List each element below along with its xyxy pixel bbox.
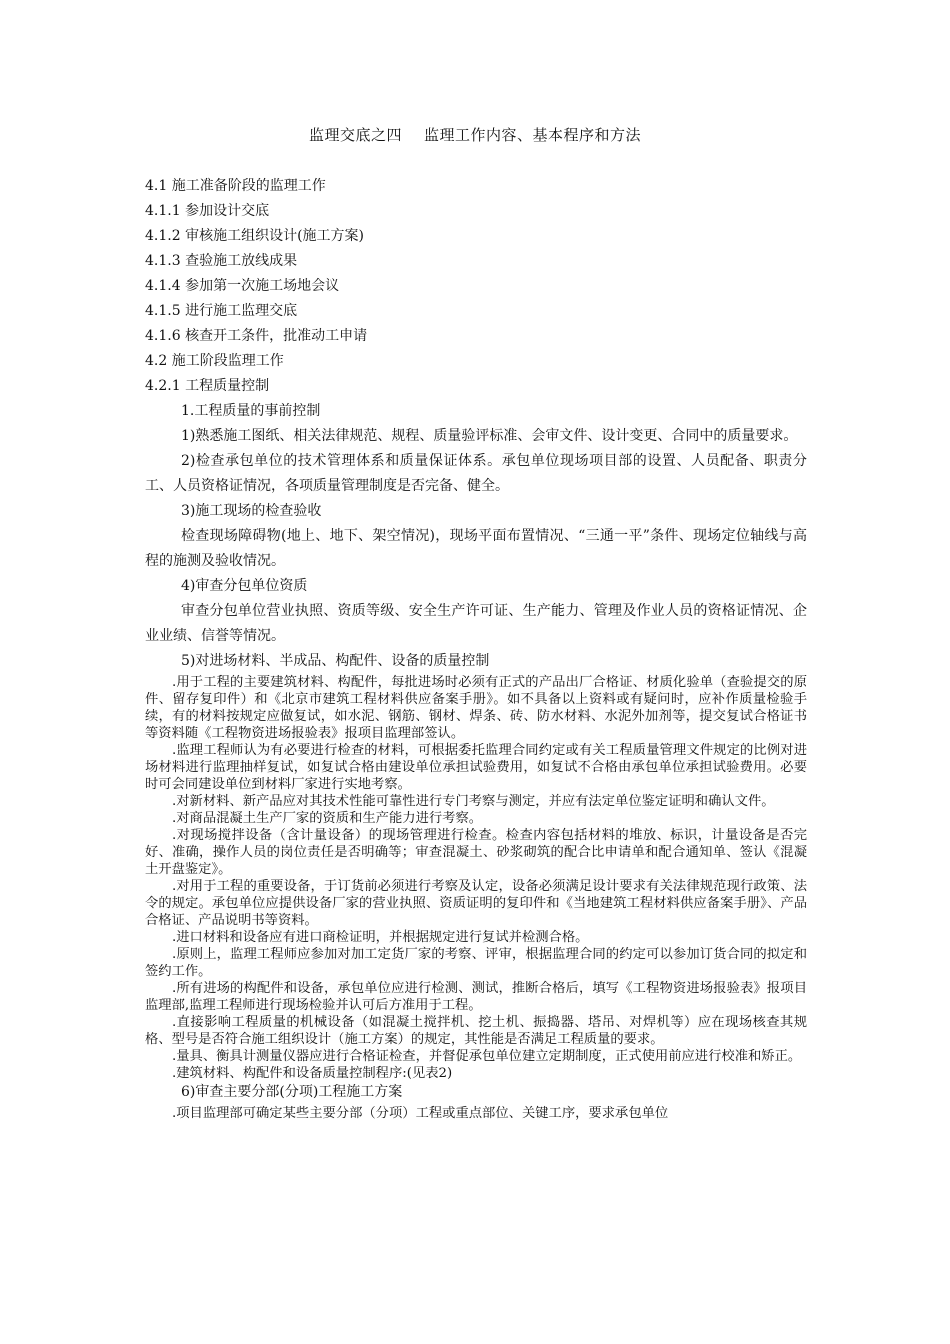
pre-control-item-5-heading: 5)对进场材料、半成品、构配件、设备的质量控制 [181, 653, 490, 669]
heading-4-1: 4.1 施工准备阶段的监理工作 [145, 178, 326, 194]
title-part-1: 监理交底之四 [308, 126, 402, 144]
material-point: .对商品混凝土生产厂家的资质和生产能力进行考察。 [172, 811, 483, 826]
pre-control-item-4-heading: 4)审查分包单位资质 [181, 578, 308, 594]
material-point: .用于工程的主要建筑材料、构配件，每批进场时必须有正式的产品出厂合格证、材质化验单（查验提交的原件、留存复印件）和《北京市建筑工程材料供应备案手册》。如不具备以上资料或有疑问时，应补作质量检验手续，有的材料按规定应做复试，如水泥、钢筋、钢材、焊条、砖、防水材料、水泥外加剂等，提交复试合格证书等资料随《工程物资进场报验表》报项目监理部签认。 [145, 675, 807, 741]
document-body [145, 174, 807, 1126]
title-part-2: 监理工作内容、基本程序和方法 [424, 126, 642, 144]
page-title [0, 124, 950, 145]
material-point: .建筑材料、构配件和设备质量控制程序:(见表2) [172, 1066, 453, 1081]
pre-control-item-3-body: 检查现场障碍物(地上、地下、架空情况)，现场平面布置情况、“三通一平”条件、现场定位轴线与高程的施测及验收情况。 [145, 528, 807, 569]
material-point: .对现场搅拌设备（含计量设备）的现场管理进行检查。检查内容包括材料的堆放、标识，计量设备是否完好、准确，操作人员的岗位责任是否明确等；审查混凝土、砂浆砌筑的配合比申请单和配合通知单、签认《混凝土开盘鉴定》。 [145, 828, 807, 877]
material-point: .直接影响工程质量的机械设备（如混凝土搅拌机、挖土机、振捣器、塔吊、对焊机等）应在现场核查其规格、型号是否符合施工组织设计（施工方案）的规定，其性能是否满足工程质量的要求。 [145, 1015, 807, 1047]
pre-control-item-2: 2)检查承包单位的技术管理体系和质量保证体系。承包单位现场项目部的设置、人员配备、职责分工、人员资格证情况，各项质量管理制度是否完备、健全。 [145, 453, 807, 494]
pre-control-heading: 1.工程质量的事前控制 [181, 403, 321, 419]
heading-4-1-1: 4.1.1 参加设计交底 [145, 203, 270, 219]
heading-4-1-5: 4.1.5 进行施工监理交底 [145, 303, 298, 319]
heading-4-2: 4.2 施工阶段监理工作 [145, 353, 284, 369]
heading-4-1-6: 4.1.6 核查开工条件，批准动工申请 [145, 328, 368, 344]
material-point: .对用于工程的重要设备，于订货前必须进行考察及认定，设备必须满足设计要求有关法律规范现行政策、法令的规定。承包单位应提供设备厂家的营业执照、资质证明的复印件和《当地建筑工程材料供应备案手册》、产品合格证、产品说明书等资料。 [145, 879, 807, 928]
material-point: .原则上，监理工程师应参加对加工定货厂家的考察、评审，根据监理合同的约定可以参加订货合同的拟定和签约工作。 [145, 947, 807, 979]
item-6-heading: 6)审查主要分部(分项)工程施工方案 [181, 1084, 403, 1100]
material-point: .量具、衡具计测量仪器应进行合格证检查，并督促承包单位建立定期制度，正式使用前应进行校准和矫正。 [172, 1049, 802, 1064]
heading-4-2-1: 4.2.1 工程质量控制 [145, 378, 270, 394]
material-point: .监理工程师认为有必要进行检查的材料，可根据委托监理合同约定或有关工程质量管理文件规定的比例对进场材料进行监理抽样复试，如复试合格由建设单位承担试验费用，如复试不合格由承包单位承担试验费用。必要时可会同建设单位到材料厂家进行实地考察。 [145, 743, 807, 792]
pre-control-item-4-body: 审查分包单位营业执照、资质等级、安全生产许可证、生产能力、管理及作业人员的资格证情况、企业业绩、信誉等情况。 [145, 603, 807, 644]
pre-control-item-1: 1)熟悉施工图纸、相关法律规范、规程、质量验评标准、会审文件、设计变更、合同中的质量要求。 [181, 428, 798, 444]
pre-control-item-3-heading: 3)施工现场的检查验收 [181, 503, 322, 519]
heading-4-1-4: 4.1.4 参加第一次施工场地会议 [145, 278, 340, 294]
heading-4-1-2: 4.1.2 审核施工组织设计(施工方案) [145, 228, 364, 244]
material-point: .进口材料和设备应有进口商检证明，并根据规定进行复试并检测合格。 [172, 930, 589, 945]
material-point: .对新材料、新产品应对其技术性能可靠性进行专门考察与测定，并应有法定单位鉴定证明和确认文件。 [172, 794, 775, 809]
item-6-body: .项目监理部可确定某些主要分部（分项）工程或重点部位、关键工序，要求承包单位 [172, 1106, 669, 1121]
heading-4-1-3: 4.1.3 查验施工放线成果 [145, 253, 298, 269]
material-point: .所有进场的构配件和设备，承包单位应进行检测、测试，推断合格后，填写《工程物资进场报验表》报项目监理部,监理工程师进行现场检验并认可后方准用于工程。 [145, 981, 807, 1013]
